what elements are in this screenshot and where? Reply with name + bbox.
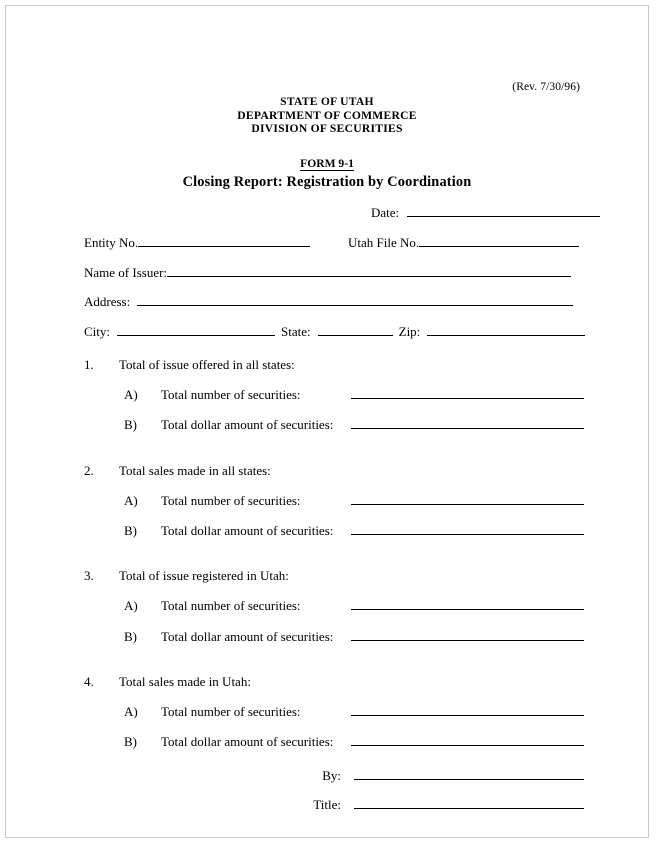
section-4-item-a [124,704,584,720]
section-1-item-a-letter: A) [124,387,138,402]
zip-label: Zip: [398,324,421,339]
section-1-item-b-input[interactable] [351,418,584,429]
section-2-item-b-label: Total dollar amount of securities: [161,523,334,538]
section-2-item-a-letter: A) [124,493,138,508]
section-2-heading [84,463,271,479]
section-2-item-a-input[interactable] [351,494,584,505]
utah-file-no-input[interactable] [419,236,579,247]
section-1-heading-text: Total of issue offered in all states: [119,357,295,372]
date-input[interactable] [407,206,600,217]
section-1-item-a-label: Total number of securities: [161,387,301,402]
entity-no-label: Entity No. [84,235,139,250]
page-frame [5,5,649,838]
section-3-heading [84,568,289,584]
name-of-issuer-field-row [84,265,571,280]
section-3-item-b [124,629,584,645]
section-3-heading-text: Total of issue registered in Utah: [119,568,289,583]
entity-no-field-row [84,235,310,250]
section-4-item-a-label: Total number of securities: [161,704,301,719]
form-number-label: FORM 9-1 [300,157,354,170]
state-label: State: [281,324,311,339]
section-2-heading-text: Total sales made in all states: [119,463,271,478]
section-4-item-b [124,734,584,750]
name-of-issuer-input[interactable] [167,266,571,277]
date-label: Date: [371,205,400,220]
section-3-item-b-label: Total dollar amount of securities: [161,629,334,644]
section-2-item-b-letter: B) [124,523,137,538]
agency-header-line-2: DEPARTMENT OF COMMERCE [237,108,417,122]
signature-by-row [291,768,584,784]
section-1-item-b [124,417,584,433]
section-1-item-a-input[interactable] [351,388,584,399]
section-2-item-b [124,523,584,539]
signature-by-label: By: [322,768,341,783]
city-state-zip-field-row [84,324,585,339]
section-1-item-b-label: Total dollar amount of securities: [161,417,334,432]
section-1-item-a [124,387,584,403]
utah-file-no-label: Utah File No. [348,235,420,250]
section-4-number: 4. [84,674,94,689]
section-3-item-a [124,598,584,614]
address-label: Address: [84,294,131,309]
section-2-item-a [124,493,584,509]
agency-header-line-1: STATE OF UTAH [280,95,374,108]
signature-title-input[interactable] [354,798,584,809]
section-4-item-b-letter: B) [124,734,137,749]
revision-note: (Rev. 7/30/96) [512,81,580,93]
state-input[interactable] [318,325,393,336]
section-4-heading-text: Total sales made in Utah: [119,674,251,689]
form-number [6,157,648,170]
agency-header [6,95,648,136]
section-2-item-b-input[interactable] [351,524,584,535]
entity-no-input[interactable] [138,236,310,247]
section-4-item-a-letter: A) [124,704,138,719]
form-title: Closing Report: Registration by Coordination [182,174,472,190]
section-4-heading [84,674,251,690]
zip-input[interactable] [427,325,585,336]
section-3-number: 3. [84,568,94,583]
city-input[interactable] [117,325,275,336]
section-4-item-a-input[interactable] [351,705,584,716]
signature-title-row [291,797,584,813]
address-input[interactable] [137,295,573,306]
section-2-number: 2. [84,463,94,478]
date-field-row [371,205,600,220]
section-3-item-a-letter: A) [124,598,138,613]
address-field-row [84,294,573,309]
section-3-item-a-label: Total number of securities: [161,598,301,613]
form-sheet [6,6,648,837]
section-2-item-a-label: Total number of securities: [161,493,301,508]
city-label: City: [84,324,111,339]
signature-by-input[interactable] [354,769,584,780]
section-3-item-b-input[interactable] [351,630,584,641]
section-1-number: 1. [84,357,94,372]
section-1-heading [84,357,295,373]
agency-header-line-3: DIVISION OF SECURITIES [251,122,403,136]
section-4-item-b-input[interactable] [351,735,584,746]
section-4-item-b-label: Total dollar amount of securities: [161,734,334,749]
section-1-item-b-letter: B) [124,417,137,432]
section-3-item-b-letter: B) [124,629,137,644]
section-3-item-a-input[interactable] [351,599,584,610]
signature-title-label: Title: [313,797,341,812]
name-of-issuer-label: Name of Issuer: [84,265,168,280]
utah-file-no-field-row [348,235,579,250]
